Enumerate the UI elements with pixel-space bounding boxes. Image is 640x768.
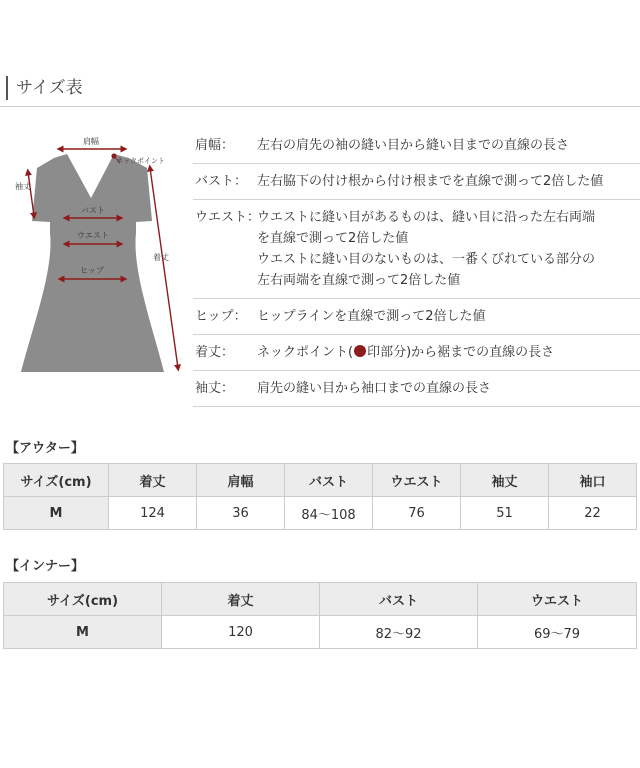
table-cell: 76 [373, 497, 461, 530]
definition-kitake [193, 335, 640, 371]
definition-line: ウエストに縫い目があるものは、縫い目に沿った左右両端 [257, 210, 596, 225]
definition-line: 左右脇下の付け根から付け根までを直線で測って2倍した値 [257, 174, 604, 189]
label-hip: ヒップ [80, 266, 104, 275]
definition-text [257, 378, 640, 399]
definition-sodetake [193, 371, 640, 407]
neck-point-dot-icon [354, 345, 366, 357]
table-row [4, 616, 637, 649]
inner-size-table [3, 582, 637, 649]
column-header: 着丈 [162, 583, 320, 616]
table-cell: 84〜108 [285, 497, 373, 530]
column-header: 肩幅 [197, 464, 285, 497]
definition-line: 印部分)から裾までの直線の長さ [367, 345, 555, 360]
definition-term: 着丈： [195, 345, 235, 360]
section-title: サイズ表 [6, 76, 83, 100]
table-cell: 124 [109, 497, 197, 530]
dress-diagram-svg [0, 120, 200, 390]
column-header: ウエスト [373, 464, 461, 497]
inner-table-heading: 【インナー】 [6, 559, 85, 574]
definition-line: 肩先の縫い目から袖口までの直線の長さ [257, 381, 492, 396]
outer-size-table [3, 463, 637, 530]
definition-hip [193, 299, 640, 335]
dress-diagram [0, 120, 200, 390]
table-cell: 22 [549, 497, 637, 530]
size-cell: M [4, 497, 109, 530]
definition-term: ヒップ： [195, 309, 247, 324]
definition-term: ウエスト： [195, 210, 261, 225]
definition-text [257, 171, 640, 192]
definition-line: ヒップラインを直線で測って2倍した値 [257, 309, 486, 324]
table-header-row [4, 464, 637, 497]
label-sodetake: 袖丈 [15, 182, 31, 191]
label-katahaba: 肩幅 [83, 137, 99, 146]
column-header: ウエスト [478, 583, 637, 616]
definition-line: 左右の肩先の袖の縫い目から縫い目までの直線の長さ [257, 138, 570, 153]
column-header: サイズ(cm) [4, 583, 162, 616]
column-header: バスト [320, 583, 478, 616]
sleeve-length-arrow [28, 172, 34, 216]
label-neck-point: ネックポイント [116, 157, 165, 165]
title-divider [0, 106, 640, 107]
definition-line: ウエストに縫い目のないものは、一番くびれている部分の [257, 252, 596, 267]
definition-waist [193, 200, 640, 299]
table-row [4, 497, 637, 530]
table-cell: 51 [461, 497, 549, 530]
definition-katahaba [193, 128, 640, 164]
definition-text [257, 135, 640, 156]
table-cell: 69〜79 [478, 616, 637, 649]
table-header-row [4, 583, 637, 616]
definition-text [257, 306, 640, 327]
definition-text [257, 342, 640, 363]
definition-line: を直線で測って2倍した値 [257, 231, 409, 246]
definition-line: 左右両端を直線で測って2倍した値 [257, 273, 461, 288]
table-cell: 120 [162, 616, 320, 649]
column-header: 袖丈 [461, 464, 549, 497]
label-bust: バスト [81, 206, 105, 215]
outer-table-heading: 【アウター】 [6, 441, 84, 456]
column-header: 袖口 [549, 464, 637, 497]
measurement-definitions [193, 128, 640, 407]
definition-term: 肩幅： [195, 138, 235, 153]
column-header: バスト [285, 464, 373, 497]
definition-bust [193, 164, 640, 200]
column-header: サイズ(cm) [4, 464, 109, 497]
definition-text [257, 207, 640, 291]
definition-line: ネックポイント( [257, 345, 354, 360]
definition-term: バスト： [195, 174, 248, 189]
definition-term: 袖丈： [195, 381, 235, 396]
column-header: 着丈 [109, 464, 197, 497]
table-cell: 82〜92 [320, 616, 478, 649]
size-cell: M [4, 616, 162, 649]
dress-silhouette [21, 154, 164, 372]
label-kitake: 着丈 [153, 253, 169, 262]
label-waist: ウエスト [77, 231, 109, 240]
table-cell: 36 [197, 497, 285, 530]
